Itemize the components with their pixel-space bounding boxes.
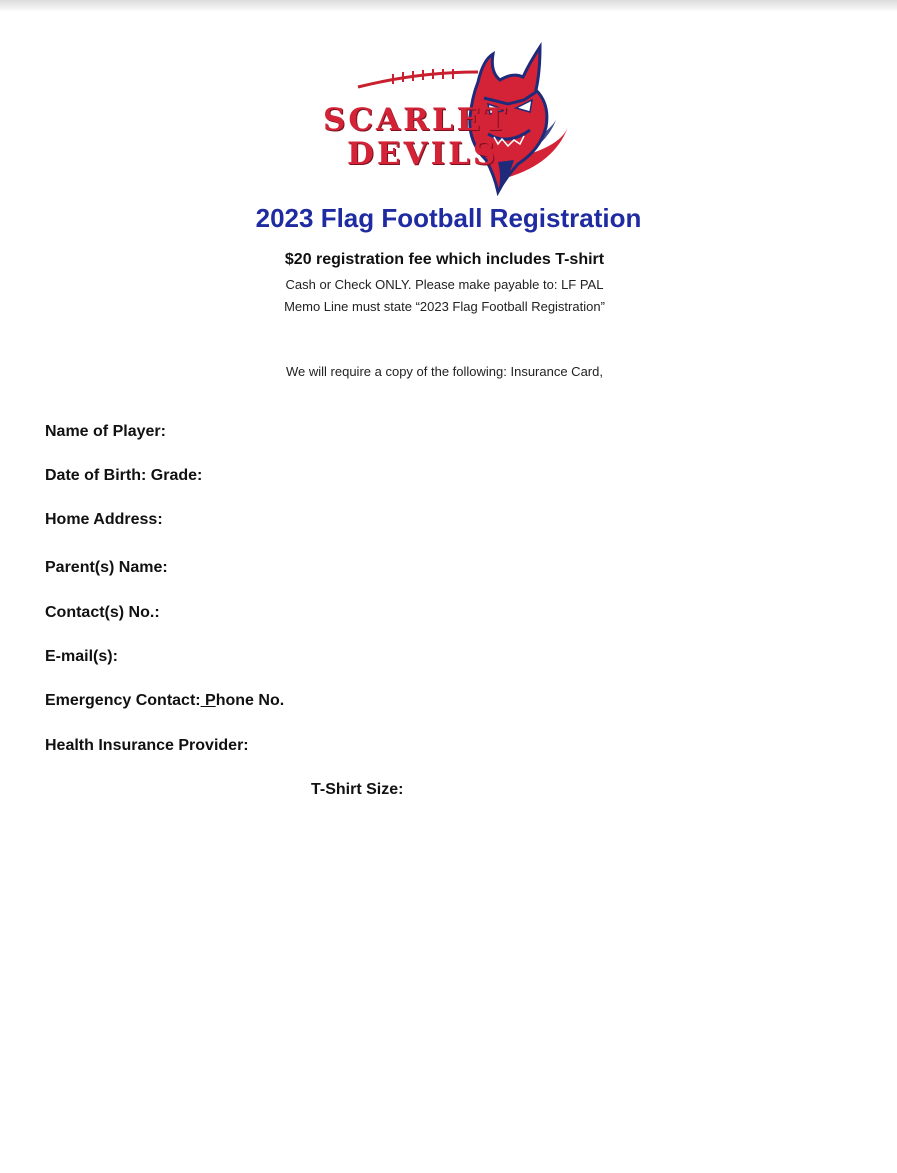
parents-name-label: Parent(s) Name:: [45, 559, 168, 576]
logo-word-scarlet: SCARLET: [323, 102, 510, 138]
tshirt-size-label: T-Shirt Size:: [311, 781, 404, 798]
page-top-edge: [0, 0, 897, 12]
health-insurance-label: Health Insurance Provider:: [45, 737, 249, 754]
birth-grade-row: [45, 467, 202, 485]
required-documents-text: We will require a copy of the following: Insurance Card,: [286, 364, 603, 379]
scarlet-devils-logo: [318, 42, 578, 202]
date-of-birth-label: Date of Birth:: [45, 467, 147, 484]
memo-instructions: Memo Line must state “2023 Flag Football Registration”: [284, 299, 605, 314]
phone-number-label: hone No.: [215, 692, 285, 709]
payment-instructions: Cash or Check ONLY. Please make payable to: LF PAL: [285, 277, 604, 292]
email-label: E-mail(s):: [45, 648, 118, 665]
contact-number-label: Contact(s) No.:: [45, 604, 160, 621]
page-title: 2023 Flag Football Registration: [255, 203, 642, 233]
phone-label-first-letter: P: [205, 692, 216, 709]
home-address-label: Home Address:: [45, 511, 163, 528]
logo-word-devils: DEVILS: [347, 136, 499, 172]
emergency-contact-row: [45, 692, 284, 710]
name-of-player-label: Name of Player:: [45, 423, 166, 440]
grade-label: Grade:: [150, 467, 203, 484]
registration-fee-text: $20 registration fee which includes T-shirt: [284, 251, 605, 268]
emergency-contact-label: Emergency Contact:: [45, 692, 201, 709]
